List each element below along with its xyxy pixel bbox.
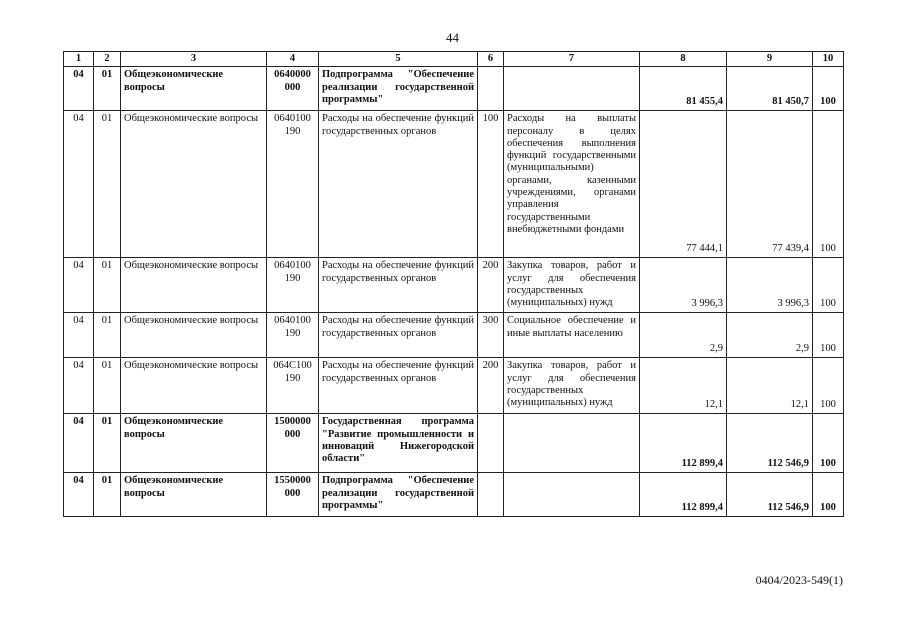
target-article-code: 1500000 000: [267, 414, 319, 473]
article-name: Расходы на обеспечение функций государственных органов: [319, 111, 478, 258]
header-cell: 7: [504, 52, 640, 67]
expense-type-code: 100: [478, 111, 504, 258]
budget-table: [63, 51, 844, 517]
article-name: Расходы на обеспечение функций государственных органов: [319, 313, 478, 358]
expense-type-name: Закупка товаров, работ и услуг для обеспечения государственных (муниципальных) нужд: [504, 358, 640, 414]
table-row: [64, 473, 844, 517]
execution-percent: 100: [813, 111, 844, 258]
expense-type-name: [504, 414, 640, 473]
header-cell: 3: [121, 52, 267, 67]
subsection-code: 01: [94, 67, 121, 111]
subsection-code: 01: [94, 111, 121, 258]
header-cell: 8: [640, 52, 727, 67]
execution-percent: 100: [813, 67, 844, 111]
article-name: Подпрограмма "Обеспечение реализации государственной программы": [319, 67, 478, 111]
article-name: Расходы на обеспечение функций государственных органов: [319, 258, 478, 313]
subsection-code: 01: [94, 414, 121, 473]
expense-type-name: Расходы на выплаты персоналу в целях обеспечения выполнения функций государственными (муниципальными) органами, казенными учреждениями, органами управления государственными внебюджетными фондами: [504, 111, 640, 258]
subsection-code: 01: [94, 358, 121, 414]
section-code: 04: [64, 258, 94, 313]
planned-amount: 77 444,1: [640, 111, 727, 258]
execution-percent: 100: [813, 473, 844, 517]
section-name: Общеэкономические вопросы: [121, 111, 267, 258]
header-cell: 5: [319, 52, 478, 67]
subsection-code: 01: [94, 473, 121, 517]
section-name: Общеэкономические вопросы: [121, 358, 267, 414]
executed-amount: 112 546,9: [727, 473, 813, 517]
table-row: [64, 358, 844, 414]
target-article-code: 064С100 190: [267, 358, 319, 414]
expense-type-code: [478, 414, 504, 473]
table-row: [64, 111, 844, 258]
executed-amount: 112 546,9: [727, 414, 813, 473]
expense-type-code: 200: [478, 358, 504, 414]
header-row: [64, 52, 844, 67]
section-code: 04: [64, 414, 94, 473]
execution-percent: 100: [813, 414, 844, 473]
target-article-code: 0640100 190: [267, 111, 319, 258]
planned-amount: 112 899,4: [640, 473, 727, 517]
subsection-code: 01: [94, 313, 121, 358]
section-name: Общеэкономические вопросы: [121, 258, 267, 313]
subsection-code: 01: [94, 258, 121, 313]
section-code: 04: [64, 358, 94, 414]
section-code: 04: [64, 111, 94, 258]
expense-type-name: [504, 473, 640, 517]
article-name: Государственная программа "Развитие промышленности и инноваций Нижегородской области": [319, 414, 478, 473]
header-cell: 4: [267, 52, 319, 67]
expense-type-code: 200: [478, 258, 504, 313]
section-name: Общеэкономические вопросы: [121, 473, 267, 517]
article-name: Подпрограмма "Обеспечение реализации государственной программы": [319, 473, 478, 517]
header-cell: 6: [478, 52, 504, 67]
header-cell: 9: [727, 52, 813, 67]
target-article-code: 0640100 190: [267, 258, 319, 313]
header-cell: 2: [94, 52, 121, 67]
expense-type-name: [504, 67, 640, 111]
article-name: Расходы на обеспечение функций государственных органов: [319, 358, 478, 414]
executed-amount: 12,1: [727, 358, 813, 414]
table-row: [64, 67, 844, 111]
executed-amount: 81 450,7: [727, 67, 813, 111]
planned-amount: 81 455,4: [640, 67, 727, 111]
table-row: [64, 258, 844, 313]
section-name: Общеэкономические вопросы: [121, 313, 267, 358]
section-name: Общеэкономические вопросы: [121, 414, 267, 473]
page-number: 44: [446, 30, 459, 45]
execution-percent: 100: [813, 313, 844, 358]
section-code: 04: [64, 313, 94, 358]
planned-amount: 2,9: [640, 313, 727, 358]
target-article-code: 1550000 000: [267, 473, 319, 517]
target-article-code: 0640100 190: [267, 313, 319, 358]
section-code: 04: [64, 67, 94, 111]
executed-amount: 3 996,3: [727, 258, 813, 313]
header-cell: 10: [813, 52, 844, 67]
section-code: 04: [64, 473, 94, 517]
expense-type-code: [478, 473, 504, 517]
planned-amount: 12,1: [640, 358, 727, 414]
executed-amount: 77 439,4: [727, 111, 813, 258]
expense-type-code: [478, 67, 504, 111]
expense-type-code: 300: [478, 313, 504, 358]
planned-amount: 112 899,4: [640, 414, 727, 473]
planned-amount: 3 996,3: [640, 258, 727, 313]
section-name: Общеэкономические вопросы: [121, 67, 267, 111]
expense-type-name: Закупка товаров, работ и услуг для обеспечения государственных (муниципальных) нужд: [504, 258, 640, 313]
expense-type-name: Социальное обеспечение и иные выплаты населению: [504, 313, 640, 358]
execution-percent: 100: [813, 358, 844, 414]
document-code: 0404/2023-549(1): [755, 573, 843, 587]
executed-amount: 2,9: [727, 313, 813, 358]
target-article-code: 0640000 000: [267, 67, 319, 111]
execution-percent: 100: [813, 258, 844, 313]
table-row: [64, 414, 844, 473]
table-row: [64, 313, 844, 358]
header-cell: 1: [64, 52, 94, 67]
